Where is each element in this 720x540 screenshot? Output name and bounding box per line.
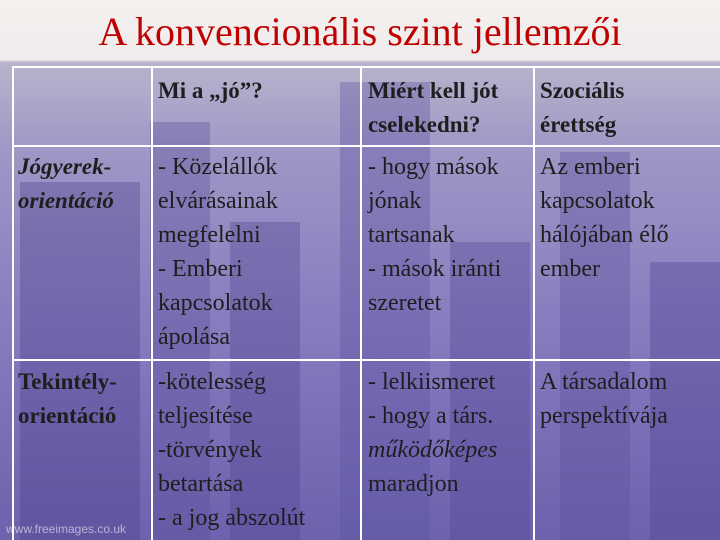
row-label-line1: Jógyerek- (18, 154, 112, 179)
cell-line: betartása (158, 471, 244, 497)
table-border-top (12, 66, 720, 68)
cell-line: - hogy a társ. (368, 403, 494, 429)
cell-line: -törvények (158, 437, 262, 463)
cell-line: teljesítése (158, 403, 253, 429)
cell-line: A társadalom (540, 369, 668, 395)
cell-line: működőképes (368, 437, 498, 463)
cell-line: - Közelállók (158, 154, 278, 180)
table-col-divider-3 (533, 66, 535, 540)
header-col2-line2: cselekedni? (368, 112, 481, 137)
cell-line: - mások iránti (368, 256, 502, 282)
cell-line: hálójában élő (540, 222, 669, 248)
header-col2-line1: Miért kell jót (368, 78, 499, 103)
cell-line: ápolása (158, 324, 230, 350)
row1-col2 (368, 150, 501, 320)
cell-line: megfelelni (158, 222, 261, 248)
cell-line: kapcsolatok (158, 290, 273, 316)
row-label-line1: Tekintély- (18, 369, 117, 394)
cell-line: - hogy mások (368, 154, 499, 180)
page-title: A konvencionális szint jellemzői (98, 9, 622, 54)
header-col2 (368, 74, 498, 142)
cell-line: tartsanak (368, 222, 455, 248)
cell-line: - a jog abszolút (158, 505, 306, 531)
table-row-divider (12, 359, 720, 361)
cell-line: -kötelesség (158, 369, 266, 395)
cell-line: - lelkiismeret (368, 369, 496, 395)
cell-line: kapcsolatok (540, 188, 655, 214)
cell-line: elvárásainak (158, 188, 278, 214)
row-label-tekintely (18, 365, 117, 433)
row-label-line2: orientáció (18, 188, 114, 213)
row-label-line2: orientáció (18, 403, 117, 428)
table-border-left (12, 66, 14, 540)
header-col3-line2: érettség (540, 112, 617, 137)
row2-col3 (540, 365, 668, 433)
row1-col1 (158, 150, 278, 354)
watermark: www.freeimages.co.uk (6, 522, 127, 536)
row2-col2 (368, 365, 497, 501)
cell-line: perspektívája (540, 403, 668, 429)
table-col-divider-2 (360, 66, 362, 540)
cell-line: jónak (368, 188, 422, 214)
row1-col3 (540, 150, 669, 286)
table-row-divider-header (12, 145, 720, 147)
cell-line: maradjon (368, 471, 459, 497)
row-label-jogyerek (18, 150, 114, 218)
table-col-divider-1 (151, 66, 153, 540)
header-col3-line1: Szociális (540, 78, 625, 103)
cell-line: ember (540, 256, 600, 282)
row2-col1 (158, 365, 305, 535)
header-col1: Mi a „jó”? (158, 78, 263, 103)
header-col3 (540, 74, 624, 142)
cell-line: - Emberi (158, 256, 243, 282)
cell-line: szeretet (368, 290, 442, 316)
cell-line: Az emberi (540, 154, 641, 180)
